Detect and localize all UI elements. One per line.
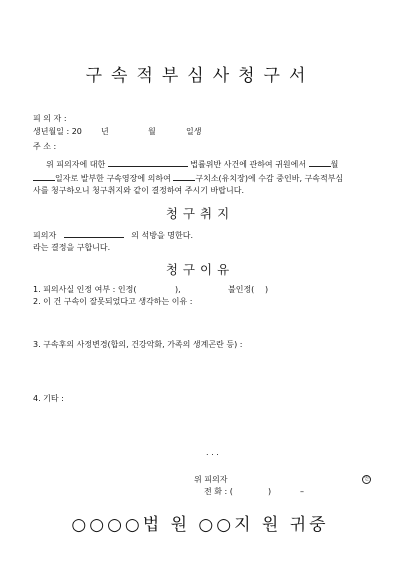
- court-addressee: ○○○○법 원 ○○지 원 귀중: [71, 515, 329, 535]
- purpose-text: 의 석방을 명한다.: [131, 231, 194, 240]
- reason-1-deny: 불인정(: [228, 285, 255, 294]
- suspect-label: 피 의 자 :: [33, 114, 67, 123]
- birth-label: 생년월일 : 20: [33, 127, 82, 136]
- body-text: 일자로 발부한 구속영장에 의하여: [55, 174, 171, 183]
- address-label: 주 소 :: [33, 142, 57, 151]
- reason-1: [33, 285, 136, 295]
- blank-detention: [173, 172, 195, 181]
- purpose-heading: 청구취지: [165, 206, 235, 221]
- birth-month: 월: [148, 127, 156, 136]
- body-text: 구치소(유치장)에 수감 중인바, 구속적부심: [195, 174, 344, 183]
- body-line-3: 사를 청구하오니 청구취지와 같이 결정하여 주시기 바랍니다.: [33, 186, 244, 195]
- reason-1-close: ),: [175, 285, 181, 294]
- reason-4: 4. 기타 :: [33, 394, 64, 403]
- blank-law: [108, 158, 188, 167]
- seal-mark: 인: [362, 475, 371, 484]
- reason-3: 3. 구속후의 사정변경(합의, 건강악화, 가족의 생계곤란 등) :: [33, 340, 243, 349]
- reasons-heading: 청구이유: [165, 262, 235, 277]
- birth-year: 년: [101, 127, 109, 136]
- birth-day: 일생: [186, 127, 202, 136]
- blank-suspect-name: [64, 229, 124, 238]
- reason-text: 1. 피의사실 인정 여부 : 인정(: [33, 285, 137, 294]
- phone-label: 전 화 : (: [204, 487, 233, 496]
- blank-day: [33, 172, 55, 181]
- purpose-text: 피의자: [33, 231, 57, 240]
- date-dots: . . .: [206, 448, 219, 457]
- body-text: 월: [330, 160, 339, 169]
- signature-label: 위 피의자: [194, 475, 228, 484]
- phone-dash: –: [300, 487, 304, 496]
- purpose-line-2: 라는 결정을 구합니다.: [33, 243, 111, 252]
- body-line-2: [33, 172, 343, 184]
- body-text: 법률위반 사건에 관하여 귀원에서: [190, 160, 307, 169]
- reason-1-deny-close: ): [265, 285, 269, 294]
- document-title: 구속적부심사청구서: [85, 66, 315, 86]
- body-line-1: [46, 158, 338, 170]
- reason-2: 2. 이 건 구속이 잘못되었다고 생각하는 이유 :: [33, 297, 193, 306]
- purpose-line-1: [33, 229, 193, 241]
- body-text: 위 피의자에 대한: [46, 160, 106, 169]
- blank-month: [309, 158, 331, 167]
- phone-paren: ): [268, 487, 272, 496]
